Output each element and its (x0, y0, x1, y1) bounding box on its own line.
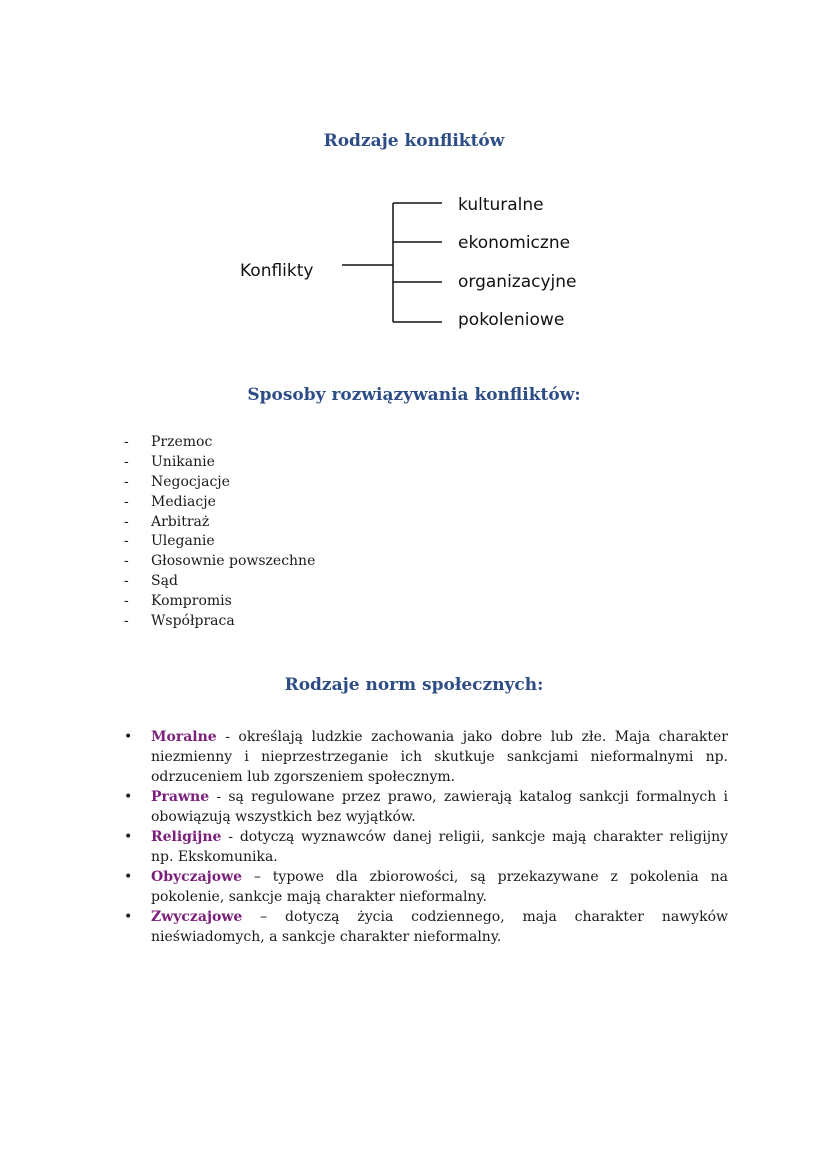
norm-description: – typowe dla zbiorowości, są przekazywane z pokolenia na pokolenie, sankcje mają charakter nieformalny. (151, 869, 728, 905)
norm-description: - określają ludzkie zachowania jako dobre lub złe. Maja charakter niezmienny i nieprzestrzeganie ich skutkuje sankcjami nieformalnymi np. odrzuceniem lub zgorszeniem społecznym. (151, 729, 728, 785)
dash-marker: - (124, 573, 129, 590)
list-item (0, 591, 828, 611)
list-item (0, 492, 828, 512)
list-item-text: Kompromis (151, 593, 232, 610)
dash-marker: - (124, 533, 129, 550)
norm-description: - są regulowane przez prawo, zawierają katalog sankcji formalnych i obowiązują wszystkich bez wyjątków. (151, 789, 728, 825)
diagram-branch-label: pokoleniowe (458, 310, 565, 330)
dash-marker: - (124, 513, 129, 530)
resolution-methods-heading: Sposoby rozwiązywania konfliktów: (247, 385, 581, 405)
resolution-methods-list (0, 432, 828, 631)
norm-term: Prawne (151, 789, 210, 805)
dash-marker: - (124, 613, 129, 630)
dash-marker: - (124, 453, 129, 470)
list-item-text: Mediacje (151, 493, 216, 510)
list-item (0, 452, 828, 472)
list-item (0, 551, 828, 571)
bullet-marker: • (124, 829, 133, 845)
bullet-marker: • (124, 729, 133, 745)
norm-item (0, 867, 828, 907)
list-item (0, 611, 828, 631)
social-norms-list (0, 727, 828, 947)
norm-term: Obyczajowe (151, 869, 243, 885)
norm-term: Religijne (151, 829, 222, 845)
diagram-branch-label: ekonomiczne (458, 233, 571, 253)
norm-description: - dotyczą wyznawców danej religii, sankcje mają charakter religijny np. Ekskomunika. (151, 829, 728, 865)
norm-item (0, 827, 828, 867)
list-item-text: Negocjacje (151, 473, 230, 490)
list-item-text: Unikanie (151, 453, 215, 470)
norm-item (0, 907, 828, 947)
dash-marker: - (124, 473, 129, 490)
social-norms-heading: Rodzaje norm społecznych: (284, 675, 544, 695)
dash-marker: - (124, 493, 129, 510)
conflict-diagram (0, 0, 828, 360)
norm-description: – dotyczą życia codziennego, maja charakter nawyków nieświadomych, a sankcje charakter nieformalny. (151, 909, 728, 945)
list-item-text: Sąd (151, 573, 178, 590)
dash-marker: - (124, 553, 129, 570)
list-item (0, 472, 828, 492)
list-item (0, 512, 828, 532)
list-item (0, 432, 828, 452)
list-item-text: Głosownie powszechne (151, 553, 316, 570)
diagram-branch-label: kulturalne (458, 195, 544, 215)
norm-item (0, 727, 828, 787)
diagram-connectors (0, 0, 828, 360)
conflict-types-heading: Rodzaje konfliktów (323, 131, 505, 151)
norm-term: Zwyczajowe (151, 909, 243, 925)
list-item-text: Arbitraż (151, 513, 210, 530)
bullet-marker: • (124, 789, 133, 805)
list-item (0, 571, 828, 591)
list-item-text: Współpraca (151, 613, 235, 630)
bullet-marker: • (124, 869, 133, 885)
diagram-root-label: Konflikty (240, 261, 314, 281)
diagram-branch-label: organizacyjne (458, 272, 577, 292)
dash-marker: - (124, 434, 129, 450)
list-item-text: Uleganie (151, 533, 215, 550)
list-item-text: Przemoc (151, 434, 213, 450)
bullet-marker: • (124, 909, 133, 925)
norm-term: Moralne (151, 729, 217, 745)
norm-item (0, 787, 828, 827)
list-item (0, 531, 828, 551)
dash-marker: - (124, 593, 129, 610)
